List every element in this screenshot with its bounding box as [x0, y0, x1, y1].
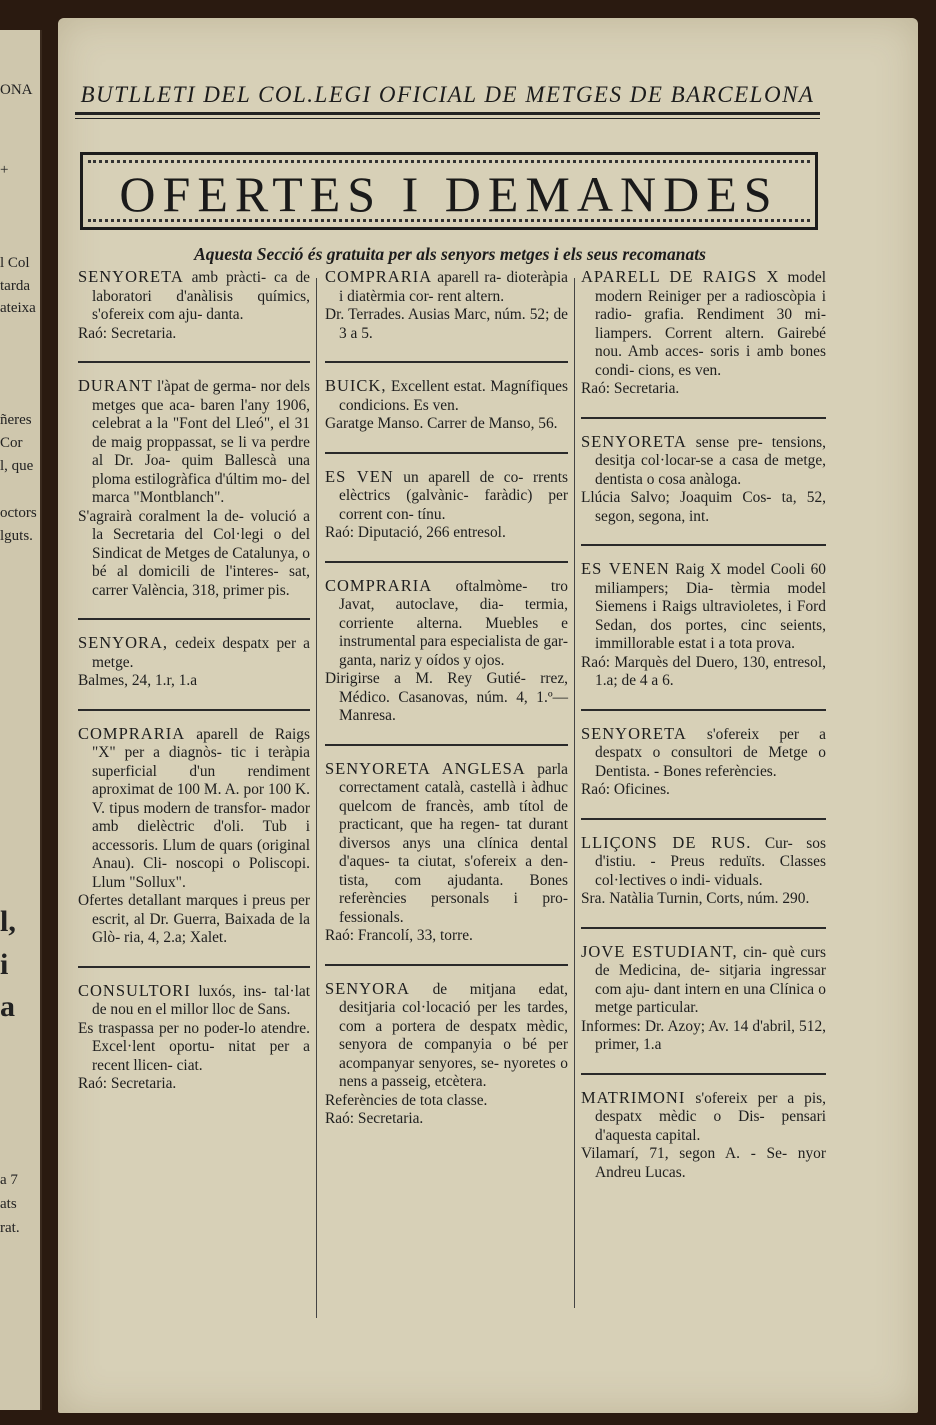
ad-separator	[325, 744, 568, 746]
ad-keyword: SENYORETA	[581, 431, 687, 451]
ad-contact: Dr. Terrades. Ausias Marc, núm. 52; de 3 a 5.	[325, 306, 568, 342]
ad-body-text: parla correctament català, castellà i àdhuc quelcom de francès, amb títol de practicant, que ha regen- tat durant diversos anys una clínica dental d'aques- ta ciutat, s'ofereix a den- tista, com ajudanta. Bones referències personals i pro- fessionals.	[339, 760, 568, 926]
classified-ad	[325, 760, 568, 946]
ad-separator	[325, 964, 568, 966]
ad-body-text: Magnífiques condicions. Es ven.	[339, 378, 568, 414]
ad-lead-text: Raig X model	[669, 561, 766, 578]
classified-ad	[78, 268, 310, 343]
classified-ad	[581, 1089, 826, 1183]
ad-text	[581, 268, 826, 380]
ad-contact: Informes: Dr. Azoy; Av. 14 d'abril, 512, primer, 1.a	[581, 1017, 826, 1053]
ad-separator	[78, 618, 310, 620]
ad-body-text: dioteràpia i diatèrmia cor- rent altern.	[339, 269, 568, 305]
previous-page-edge	[0, 30, 42, 1410]
ad-keyword: APARELL DE RAIGS X	[581, 267, 780, 286]
ad-body-text: tro Javat, autoclave, dia- termia, corriente alterna. Muebles e instrumental para especialista de gar- ganta, nariz y oídos y ojos.	[339, 577, 568, 669]
ad-separator	[581, 544, 826, 546]
ad-contact: Raó: Marquès del Duero, 130, entresol, 1.a; de 4 a 6.	[581, 653, 826, 689]
previous-page-fragment: ñeres	[0, 412, 32, 428]
ad-text	[581, 834, 826, 891]
classified-ad	[78, 377, 310, 600]
classified-ad	[325, 268, 568, 343]
ad-contact: Ofertes detallant marques i preus per escrit, al Dr. Guerra, Baixada de la Glò- ria, 4, 2.a; Xalet.	[78, 892, 310, 946]
classified-ad	[581, 943, 826, 1055]
classified-ad	[325, 980, 568, 1129]
classified-ad	[78, 982, 310, 1094]
ad-keyword: JOVE ESTUDIANT,	[581, 941, 738, 961]
ad-keyword: ES VENEN	[581, 559, 670, 578]
ad-keyword: SENYORETA	[78, 267, 184, 286]
ad-contact: Referències de tota classe.	[325, 1091, 488, 1109]
ad-lead-text: oftalmòme-	[432, 577, 528, 595]
column-left	[78, 268, 310, 1094]
previous-page-fragment: Cor	[0, 435, 23, 451]
ad-separator	[581, 927, 826, 929]
section-title-box	[80, 152, 818, 230]
classified-ad	[581, 560, 826, 691]
classified-ad	[581, 268, 826, 399]
previous-page-fragment: tarda	[0, 278, 30, 294]
ad-body-text: Raigs "X" per a diagnòs- tic i teràpia superficial d'un rendiment aproximat de 100 M. A. por 100 K. V. tipus modern de transfor- mador amb dielèctric d'oli. Tub i accessoris. Llum de quars (original Anau). Cli- noscopi o Poliscopi. Llum "Sollux".	[92, 725, 310, 891]
ad-body-text: nor dels metges que aca- baren l'any 1906, celebrat a la "Font del Lleó", el 31 de maig proppassat, se li va perdre al Dr. Joa- quim Ballescà una ploma estilogràfica d'últim mo- del marca "Montblanch".	[92, 378, 310, 506]
ad-contact: Vilamarí, 71, segon A. - Se- nyor Andreu Lucas.	[581, 1145, 826, 1181]
ad-body-text: a pis, despatx mèdic o Dis- pensari d'aquesta capital.	[595, 1089, 826, 1144]
classified-ad	[581, 433, 826, 527]
ad-body-text: ca de laboratori d'anàlisis químics, s'ofereix com aju- danta.	[92, 269, 310, 323]
classified-ad	[581, 725, 826, 800]
classified-ad	[325, 577, 568, 726]
ad-lead-text: luxós, ins-	[190, 982, 267, 1000]
ad-text	[78, 634, 310, 672]
ad-keyword: COMPRARIA	[325, 267, 433, 286]
ad-separator	[581, 818, 826, 820]
ad-body-text: sos d'istiu. - Preus reduïts. Classes col·lectives o indi- viduals.	[595, 834, 826, 889]
column-divider-2	[574, 278, 575, 1308]
ad-separator	[325, 361, 568, 363]
ad-contact: Balmes, 24, 1.r, 1.a	[78, 672, 198, 689]
ad-text	[581, 1089, 826, 1146]
ad-contact: Raó: Secretaria.	[78, 1075, 177, 1092]
ad-keyword: ES VEN	[325, 466, 394, 486]
ad-body-text: rrents elèctrics (galvànic- faràdic) per corrent con- tínu.	[339, 468, 568, 523]
ad-lead-text: sense pre-	[686, 433, 763, 451]
previous-page-fragment: +	[0, 162, 9, 178]
ad-lead-text: s'ofereix per	[686, 725, 800, 743]
ad-body-text: tensions, desitja col·locar-se a casa de metge, dentista o cosa anàloga.	[595, 433, 826, 488]
ad-contact: S'agrairà coralment la de- volució a la Secretaria del Col·legi o del Sindicat de Metges de Catalunya, o bé al domicili de l'interes- sat, carrer València, 318, primer pis.	[78, 507, 310, 599]
ad-text	[581, 725, 826, 782]
ad-keyword: SENYORA,	[78, 633, 169, 652]
ad-body-text: desitjaria col·locació per les tardes, com a portera de despatx mèdic, senyora de companyia o bé per acompanyar senyores, se- nyoretes o nens a passeig, etcètera.	[339, 999, 568, 1090]
ad-contact: Es traspassa per no poder-lo atendre. Excel·lent oportu- nitat per a recent llicen- ciat.	[78, 1019, 310, 1074]
header-rule-thick	[75, 112, 820, 115]
ad-lead-text: cin-	[737, 943, 768, 961]
ad-text	[325, 268, 568, 306]
ad-text	[581, 560, 826, 654]
ad-lead-text: un aparell de co-	[393, 468, 524, 486]
classified-ad	[581, 834, 826, 909]
ad-lead-text: l'àpat de germa-	[152, 378, 257, 395]
ad-keyword: SENYORA	[325, 978, 410, 998]
previous-page-fragment: octors	[0, 505, 37, 521]
previous-page-fragment: ats	[0, 1196, 17, 1212]
ad-separator	[325, 452, 568, 454]
classified-ad	[78, 725, 310, 948]
ad-body-text: model modern Reiniger per a radioscòpia i radio- grafia. Rendiment 30 mi- liampers. Corrent altern. Gairebé nou. Amb acces- soris i amb bones condi- cions, es ven.	[595, 269, 826, 379]
ad-keyword: SENYORETA ANGLESA	[325, 758, 526, 778]
classified-ad	[325, 377, 568, 434]
ad-keyword: COMPRARIA	[78, 723, 186, 743]
ad-text	[581, 433, 826, 490]
ad-lead-text: cedeix despatx	[168, 635, 270, 652]
previous-page-fragment: a 7	[0, 1172, 18, 1188]
ad-keyword: LLIÇONS DE RUS.	[581, 832, 752, 852]
ad-body-text: per a metge.	[92, 635, 310, 671]
ad-contact: Raó: Francolí, 33, torre.	[325, 927, 473, 944]
ad-separator	[325, 561, 568, 563]
ad-keyword: BUICK,	[325, 376, 387, 395]
ad-lead-text: amb pràcti-	[183, 269, 267, 286]
previous-page-fragment: i	[0, 948, 9, 981]
ad-lead-text: Excellent estat.	[386, 378, 486, 395]
previous-page-fragment: l Col	[0, 255, 30, 271]
ad-lead-text: aparell ra-	[432, 269, 502, 286]
ad-text	[325, 577, 568, 671]
ad-body-text: Cooli 60 miliampers; Dia- tèrmia model Siemens i Raigs ultravioletes, i Ford Sedan, dos portes, cinc seients, immillorable estat i a tota prova.	[595, 561, 826, 652]
ad-contact: Raó: Secretaria.	[78, 324, 177, 342]
ad-contact: Garatge Manso. Carrer de Manso, 56.	[325, 415, 558, 432]
ad-keyword: MATRIMONI	[581, 1087, 686, 1107]
running-title: BUTLLETI DEL COL.LEGI OFICIAL DE METGES DE BARCELONA	[80, 82, 815, 107]
ad-keyword: CONSULTORI	[78, 980, 191, 1000]
ad-lead-text: aparell de	[185, 725, 264, 743]
header-rule-thin	[75, 118, 820, 119]
ad-separator	[78, 361, 310, 363]
ad-contact: Raó: Oficines.	[581, 781, 670, 798]
previous-page-fragment: lguts.	[0, 528, 33, 544]
ad-contact: Raó: Secretaria.	[581, 380, 680, 397]
ad-body-text: tal·lat de nou en el millor lloc de Sans.	[92, 982, 310, 1018]
ad-text	[325, 468, 568, 525]
ad-lead-text: de mitjana edat,	[409, 980, 568, 998]
previous-page-fragment: ateixa	[0, 300, 36, 316]
section-subtitle: Aquesta Secció és gratuita per als senyors metges i els seus recomanats	[194, 244, 706, 264]
ad-separator	[78, 709, 310, 711]
ad-text	[581, 943, 826, 1018]
ad-contact: Raó: Secretaria.	[325, 1110, 424, 1127]
ad-contact: Raó: Diputació, 266 entresol.	[325, 524, 506, 541]
ad-separator	[581, 417, 826, 419]
ad-text	[325, 760, 568, 928]
ad-text	[78, 268, 310, 325]
ad-lead-text: Cur-	[751, 834, 793, 852]
column-divider-1	[316, 278, 317, 1318]
previous-page-fragment: l, que	[0, 458, 34, 474]
column-middle	[325, 268, 568, 1129]
ad-keyword: COMPRARIA	[325, 575, 433, 595]
previous-page-fragment: l,	[0, 905, 16, 938]
ad-keyword: SENYORETA	[581, 723, 687, 743]
classified-ad	[325, 468, 568, 543]
ad-text	[78, 725, 310, 893]
ad-body-text: què curs de Medicina, de- sitjaria ingressar com aju- dant intern en una Clínica o metge particular.	[595, 943, 826, 1016]
ad-separator	[581, 1073, 826, 1075]
ad-text	[78, 377, 310, 508]
ad-separator	[581, 709, 826, 711]
ad-lead-text: s'ofereix per	[685, 1089, 778, 1107]
ad-contact: Dirigirse a M. Rey Gutié- rrez, Médico. Casanovas, núm. 4, 1.º—Manresa.	[325, 670, 568, 724]
previous-page-fragment: rat.	[0, 1220, 20, 1236]
ad-keyword: DURANT	[78, 376, 153, 395]
ad-contact: Sra. Natàlia Turnin, Corts, núm. 290.	[581, 890, 810, 907]
section-title: OFERTES I DEMANDES	[119, 166, 779, 222]
previous-page-fragment: a	[0, 990, 15, 1023]
ad-text	[78, 982, 310, 1020]
ad-text	[325, 980, 568, 1092]
ad-text	[325, 377, 568, 415]
ad-contact: Llúcia Salvo; Joaquim Cos- ta, 52, segon, segona, int.	[581, 489, 826, 525]
ad-body-text: a despatx o consultori de Metge o Dentista. - Bones referències.	[595, 725, 826, 780]
column-right	[581, 268, 826, 1182]
previous-page-fragment: ONA	[0, 82, 33, 98]
ad-separator	[78, 966, 310, 968]
classified-ad	[78, 634, 310, 691]
